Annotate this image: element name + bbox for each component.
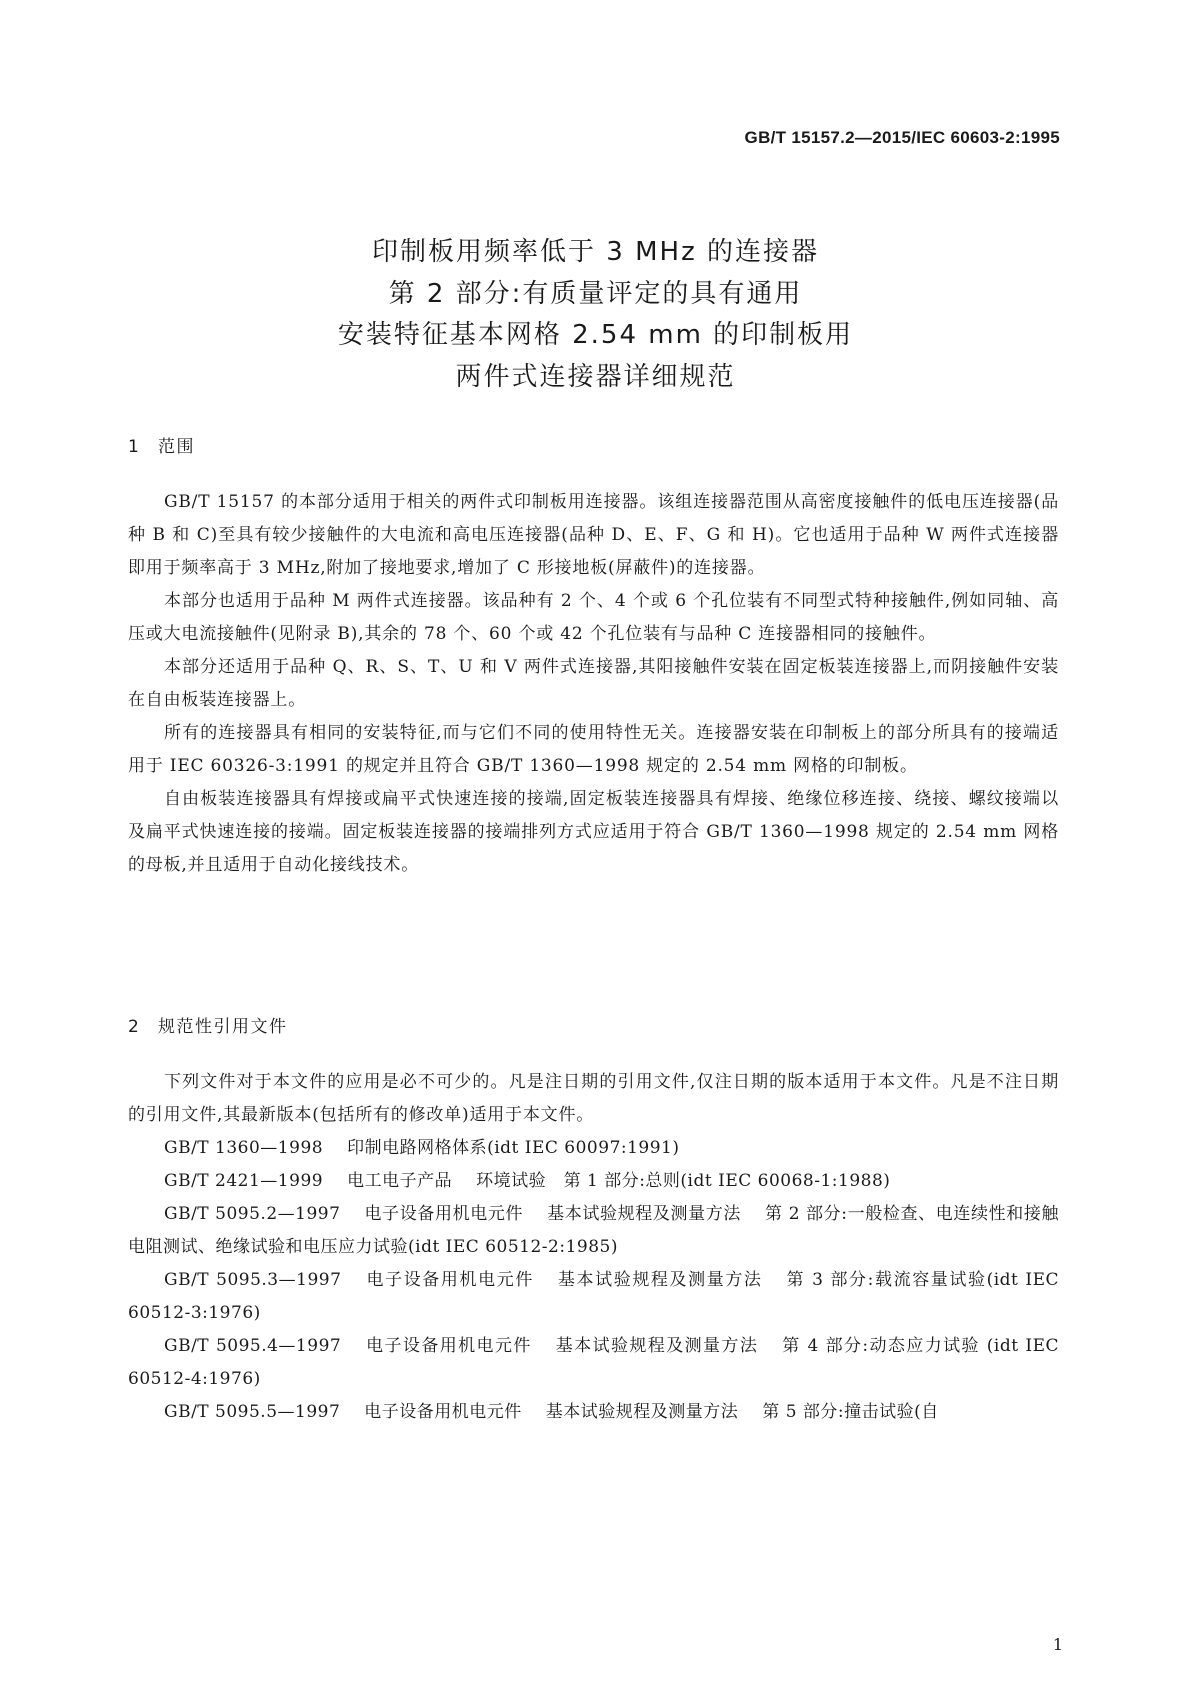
title-line: 两件式连接器详细规范 [455, 361, 736, 392]
standard-number: GB/T 15157.2—2015/IEC 60603-2:1995 [744, 128, 1060, 147]
reference-text: 环境试验 第 1 部分:总则(idt IEC 60068-1:1988) [476, 1171, 891, 1191]
paragraph: 下列文件对于本文件的应用是必不可少的。凡是注日期的引用文件,仅注日期的版本适用于本文件。凡是不注日期的引用文件,其最新版本(包括所有的修改单)适用于本文件。 [128, 1072, 1059, 1125]
title-line: 安装特征基本网格 2.54 mm 的印制板用 [337, 320, 854, 350]
section-2-heading [128, 1012, 288, 1037]
reference-item [128, 1330, 1059, 1396]
reference-text: 第 5 部分:撞击试验(自 [762, 1402, 939, 1422]
reference-title-part: 基本试验规程及测量方法 [555, 1336, 759, 1356]
reference-code: GB/T 5095.5—1997 [164, 1402, 341, 1422]
paragraph: GB/T 15157 的本部分适用于相关的两件式印制板用连接器。该组连接器范围从高密度接触件的低电压连接器(品种 B 和 C)至具有较少接触件的大电流和高电压连接器(品种 D、E、F、G 和 H)。它也适用于品种 W 两件式连接器即用于频率高于 3 MHz,附加了接地要求,增加了 C 形接地板(屏蔽件)的连接器。 [128, 492, 1059, 578]
section-title: 规范性引用文件 [158, 1017, 288, 1037]
title-line: 第 2 部分:有质量评定的具有通用 [388, 278, 803, 309]
reference-text: 第 2 部分:一般检查、电连续性和接触电阻测试、绝缘试验和电压应力试验(idt IEC 60512-2:1985) [128, 1204, 1060, 1257]
section-title: 范围 [158, 437, 195, 457]
reference-title-part: 电子设备用机电元件 [365, 1336, 532, 1356]
section-number: 1 [128, 437, 141, 457]
reference-code: GB/T 2421—1999 [164, 1171, 324, 1191]
reference-title-part: 基本试验规程及测量方法 [547, 1204, 742, 1224]
reference-title-part: 电子设备用机电元件 [365, 1270, 534, 1290]
paragraph: 自由板装连接器具有焊接或扁平式快速连接的接端,固定板装连接器具有焊接、绝缘位移连接、绕接、螺纹接端以及扁平式快速连接的接端。固定板装连接器的接端排列方式应适用于符合 GB/T 1360—1998 规定的 2.54 mm 网格的母板,并且适用于自动化接线技术。 [128, 789, 1059, 875]
reference-code: GB/T 5095.3—1997 [164, 1270, 342, 1290]
reference-item [128, 1165, 1059, 1198]
paragraph: 本部分也适用于品种 M 两件式连接器。该品种有 2 个、4 个或 6 个孔位装有不同型式特种接触件,例如同轴、高压或大电流接触件(见附录 B),其余的 78 个、60 个或 42 个孔位装有与品种 C 连接器相同的接触件。 [128, 591, 1059, 644]
title-line: 印制板用频率低于 3 MHz 的连接器 [372, 237, 819, 267]
reference-title-part: 电工电子产品 [347, 1171, 453, 1191]
page-number: 1 [1052, 1635, 1063, 1654]
reference-title-part: 电子设备用机电元件 [364, 1204, 524, 1224]
reference-item [128, 1396, 1059, 1429]
reference-code: GB/T 1360—1998 [164, 1138, 324, 1158]
reference-title-part: 基本试验规程及测量方法 [557, 1270, 763, 1290]
reference-code: GB/T 5095.4—1997 [164, 1336, 342, 1356]
document-title [0, 232, 1191, 398]
reference-title-part: 电子设备用机电元件 [364, 1402, 522, 1422]
reference-text: 印制电路网格体系(idt IEC 60097:1991) [347, 1138, 680, 1158]
section-2-body [128, 1066, 1059, 1429]
section-1-body [128, 486, 1059, 882]
reference-code: GB/T 5095.2—1997 [164, 1204, 341, 1224]
reference-title-part: 基本试验规程及测量方法 [545, 1402, 739, 1422]
section-1-heading [128, 432, 195, 457]
paragraph: 本部分还适用于品种 Q、R、S、T、U 和 V 两件式连接器,其阳接触件安装在固定板装连接器上,而阴接触件安装在自由板装连接器上。 [128, 657, 1059, 710]
reference-item [128, 1264, 1059, 1330]
paragraph: 所有的连接器具有相同的安装特征,而与它们不同的使用特性无关。连接器安装在印制板上的部分所具有的接端适用于 IEC 60326-3:1991 的规定并且符合 GB/T 1360—1998 规定的 2.54 mm 网格的印制板。 [128, 723, 1059, 776]
section-number: 2 [128, 1017, 141, 1037]
reference-text: 第 3 部分:载流容量试验(idt IEC 60512-3:1976) [128, 1270, 1060, 1323]
reference-item [128, 1132, 1059, 1165]
reference-text: 第 4 部分:动态应力试验 (idt IEC 60512-4:1976) [128, 1336, 1059, 1389]
reference-item [128, 1198, 1059, 1264]
